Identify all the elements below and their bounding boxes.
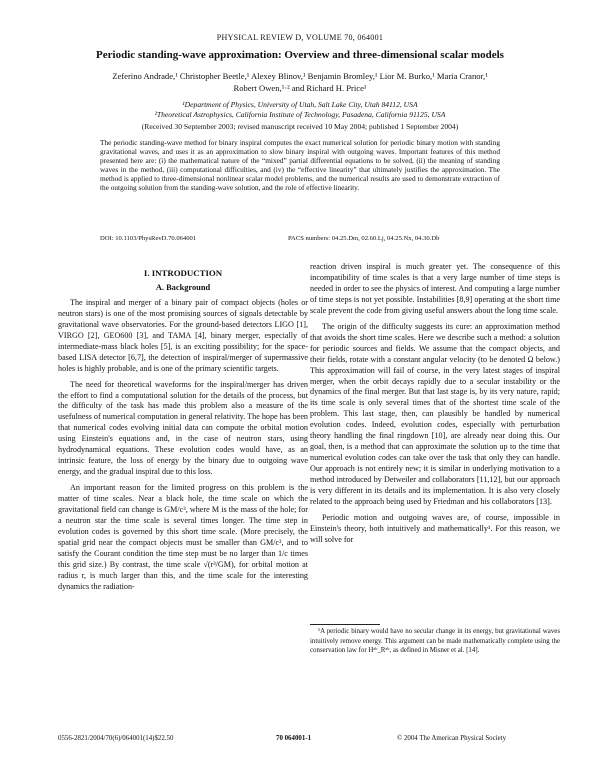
left-column: [58, 262, 308, 593]
right-column: [310, 262, 560, 546]
paragraph: The inspiral and merger of a binary pair of compact objects (holes or neutron stars) is one of the most promising sources of signals detectable by gravitational wave observatories. For the ground-based detectors LIGO [1], VIRGO [2], GEO600 [3], and TAMA [4], binary merger, especially of intermediate-mass black holes [5], is an exciting possibility; for the space-based LISA detector [6,7], the detection of inspiral/merger of supermassive holes is highly probable, and is one of the primary scientific targets.: [58, 297, 308, 373]
footer-code: 0556-2821/2004/70(6)/064001(14)$22.50: [58, 735, 174, 742]
paragraph: The origin of the difficulty suggests its cure: an approximation method that avoids the short time scales. Here we describe such a method: a solution for periodic sources and fields. We assume that the compact objects, and their fields, rotate with a constant angular velocity (to be denoted Ω below.) This approximation will fail of course, in the very latest stages of inspiral merger, when the orbit decays rapidly due to a secular instability or the dynamics of the final merger. But that last stage is, by its very nature, rapid; its time scale is only several times that of the shortest time scale of the problem. This last stage, then, can plausibly be handled by numerical evolution codes. Indeed, evolution codes, especially with perturbation theory handling the final ringdown [10], are already near doing this. Our goal, then, is a method that can approximate the solution up to the time that numerical evolution codes can take over the task that only they can handle. Our approach is not entirely new; it is similar in underlying motivation to a method introduced by Detweiler and collaborators [11,12], but our approach is very different in its details and its implementation. It is also very closely related to the approach being used by Friedman and his collaborators [13].: [310, 321, 560, 507]
footnote-divider: [310, 624, 380, 625]
footnote: ¹A periodic binary would have no secular change in its energy, but gravitational waves intuitively remove energy. This argument can be made mathematically complete using the conservation law for Hᵃᵇ_Rᵃᵇ, as defined in Misner et al. [14].: [310, 628, 560, 655]
doi[interactable]: DOI: 10.1103/PhysRevD.70.064001: [100, 235, 197, 242]
footer-page-number: 70 064001-1: [276, 735, 312, 742]
footer-copyright: © 2004 The American Physical Society: [397, 735, 507, 742]
author-line-1: Zeferino Andrade,¹ Christopher Beetle,¹ Alexey Blinov,¹ Benjamin Bromley,¹ Lior M. Burko,¹ Maria Cranor,¹: [112, 71, 488, 81]
paragraph: Periodic motion and outgoing waves are, of course, impossible in Einstein's theory, both intuitively and mathematically¹. For this reason, we will solve for: [310, 512, 560, 544]
paragraph: The need for theoretical waveforms for the inspiral/merger has driven the effort to find a computational solution for the details of the process, but the difficulty of the task has made this problem also a measure of the usefulness of numerical computation in general relativity. The hope has been that numerical codes evolving initial data can compute the orbital motion using Einstein's equations and, in the case of neutron stars, using hydrodynamical equations. These evolution codes would have, as an intrinsic feature, the loss of energy by the binary due to outgoing wave energy, and the gradual inspiral due to this loss.: [58, 379, 308, 477]
subsection-heading: A. Background: [155, 282, 211, 292]
abstract: The periodic standing-wave method for binary inspiral computes the exact numerical solution for periodic binary motion with standing gravitational waves, and uses it as an approximation to slow binary inspiral with outgoing waves. Important features of this method presented here are: (i) the mathematical nature of the “mixed” partial differential equations to be solved, (ii) the meaning of standing waves in the method, (iii) computational difficulties, and (iv) the “effective linearity” that ultimately justifies the approximation. The method is applied to three-dimensional nonlinear scalar model problems, and the numerical results are used to demonstrate extraction of the outgoing solution from the standing-wave solution, and the role of effective linearity.: [100, 138, 500, 193]
affiliation-2: ²Theoretical Astrophysics, California Institute of Technology, Pasadena, California 91125, USA: [154, 110, 446, 119]
author-line-2: Robert Owen,¹·² and Richard H. Price¹: [233, 83, 367, 93]
affiliation-1: ¹Department of Physics, University of Utah, Salt Lake City, Utah 84112, USA: [182, 100, 418, 109]
journal-header: PHYSICAL REVIEW D, VOLUME 70, 064001: [216, 33, 384, 42]
author-list: [60, 70, 540, 94]
paragraph-continued: reaction driven inspiral is much greater yet. The consequence of this incompatibility of time scales is that a very large number of time steps is needed in order to see the physics of interest. And computing a large number of time steps is not yet possible. Instabilities [8,9] operating at the short time scale prevent the code from giving useful answers about the long time scale.: [310, 262, 560, 315]
paragraph: An important reason for the limited progress on this problem is the matter of time scales. Near a black hole, the time scale on which the gravitational field can change is GM/c³, where M is the mass of the hole; for a neutron star the time scale is several times longer. The time step in evolution codes is governed by this short time scale. (More precisely, the spatial grid near the compact objects must be smaller than GM/c², and to satisfy the Courant condition the time step must be no larger than 1/c times this grid size.) By contrast, the time scale √(r³/GM), for orbital motion at radius r, is much larger than this, and the time scale for the interesting dynamics the radiation-: [58, 483, 308, 591]
affiliations: [60, 100, 540, 120]
paper-title: Periodic standing-wave approximation: Overview and three-dimensional scalar models: [96, 49, 504, 61]
pacs-numbers: PACS numbers: 04.25.Dm, 02.60.Lj, 04.25.Nx, 04.30.Db: [288, 235, 440, 242]
section-heading: I. INTRODUCTION: [143, 268, 223, 278]
received-dates: (Received 30 September 2003; revised manuscript received 10 May 2004; published 1 September 2004): [141, 122, 459, 131]
